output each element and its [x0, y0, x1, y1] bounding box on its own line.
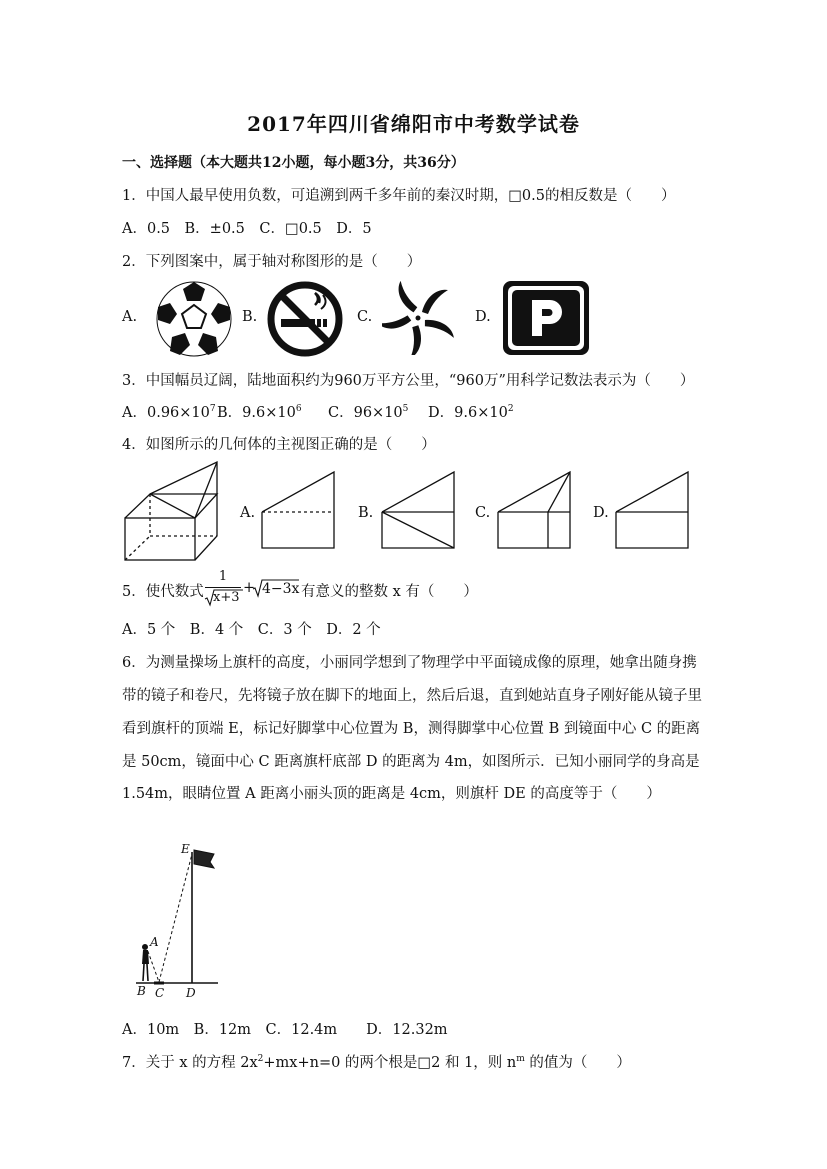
point-b-label: B [137, 984, 146, 998]
q4-label-d: D. [593, 505, 609, 521]
question-6-line-3: 看到旗杆的顶端 E，标记好脚掌中心位置为 B，测得脚掌中心位置 B 到镜面中心 C 的距离 [122, 721, 701, 737]
flagpole-figure [132, 838, 224, 1000]
pinwheel-figure [382, 281, 454, 355]
question-3-stem: 3．中国幅员辽阔，陆地面积约为960万平方公里，“960万”用科学记数法表示为（ ） [122, 373, 695, 389]
q4-view-a [260, 470, 338, 550]
q2-label-c: C. [357, 309, 373, 325]
q5-suffix: 有意义的整数 x 有（ ） [301, 584, 478, 600]
q4-view-c [496, 470, 574, 550]
q3-option-c: C．$96\times 10^5$ [328, 404, 409, 421]
question-2-stem: 2．下列图案中，属于轴对称图形的是（ ） [122, 254, 422, 270]
q5-fraction-bar [205, 587, 241, 588]
page-title: 2017年四川省绵阳市中考数学试卷 [247, 112, 580, 136]
point-d-label: D [186, 986, 196, 1000]
question-5-prefix: 5．使代数式 [122, 584, 204, 600]
question-6-line-5: 1.54m，眼睛位置 A 距离小丽头顶的距离是 4cm，则旗杆 DE 的高度等于（ ） [122, 786, 661, 802]
q4-view-b [380, 470, 458, 550]
question-6-line-2: 带的镜子和卷尺，先将镜子放在脚下的地面上，然后后退，直到她站直身子刚好能从镜子里 [122, 688, 702, 704]
point-c-label: C [155, 986, 165, 1000]
q4-view-d [614, 470, 692, 550]
q2-label-a: A. [122, 309, 138, 325]
question-1-stem: 1．中国人最早使用负数，可追溯到两千多年前的秦汉时期，□0.5的相反数是（ ） [122, 188, 676, 204]
q5-plus: + [243, 580, 256, 596]
q5-radicand: 4−3x [262, 581, 300, 597]
q5-fraction-numerator: 1 [218, 569, 228, 584]
question-6-line-1: 6．为测量操场上旗杆的高度，小丽同学想到了物理学中平面镜成像的原理，她拿出随身携 [122, 655, 697, 671]
question-6-options: A．10m B．12m C．12.4m D．12.32m [122, 1022, 448, 1038]
question-1-options: A．0.5 B．±0.5 C．□0.5 D．5 [122, 221, 372, 237]
q2-label-d: D. [475, 309, 491, 325]
q5-fraction-denominator: x+3 [213, 590, 240, 605]
q3-option-a: A．$0.96\times 10^7$ [122, 404, 216, 421]
pentagon-ball-figure [150, 279, 238, 359]
solid-figure [122, 460, 222, 562]
q2-label-b: B. [242, 309, 258, 325]
parking-sign-figure [502, 280, 590, 356]
question-6-line-4: 是 50cm，镜面中心 C 距离旗杆底部 D 的距离为 4m，如图所示．已知小丽同学的身高是 [122, 754, 700, 770]
q4-label-a: A. [240, 505, 256, 521]
question-7-stem: 7．关于 x 的方程 $2x^2+mx+n=0$ 的两个根是□2 和 1，则 $n^m$ 的值为（ ） [122, 1054, 631, 1071]
point-e-label: E [181, 842, 190, 856]
point-a-label: A [150, 935, 159, 949]
q4-label-c: C. [475, 505, 491, 521]
question-5-options: A．5 个 B．4 个 C．3 个 D．2 个 [122, 622, 381, 638]
q3-option-d: D．$9.6\times 10^2$ [428, 404, 514, 421]
question-4-stem: 4．如图所示的几何体的主视图正确的是（ ） [122, 437, 436, 453]
q4-label-b: B. [358, 505, 374, 521]
no-smoking-figure [265, 279, 345, 359]
section-heading: 一、选择题（本大题共12小题，每小题3分，共36分） [122, 155, 465, 171]
q3-option-b: B．$9.6\times 10^6$ [217, 404, 302, 421]
